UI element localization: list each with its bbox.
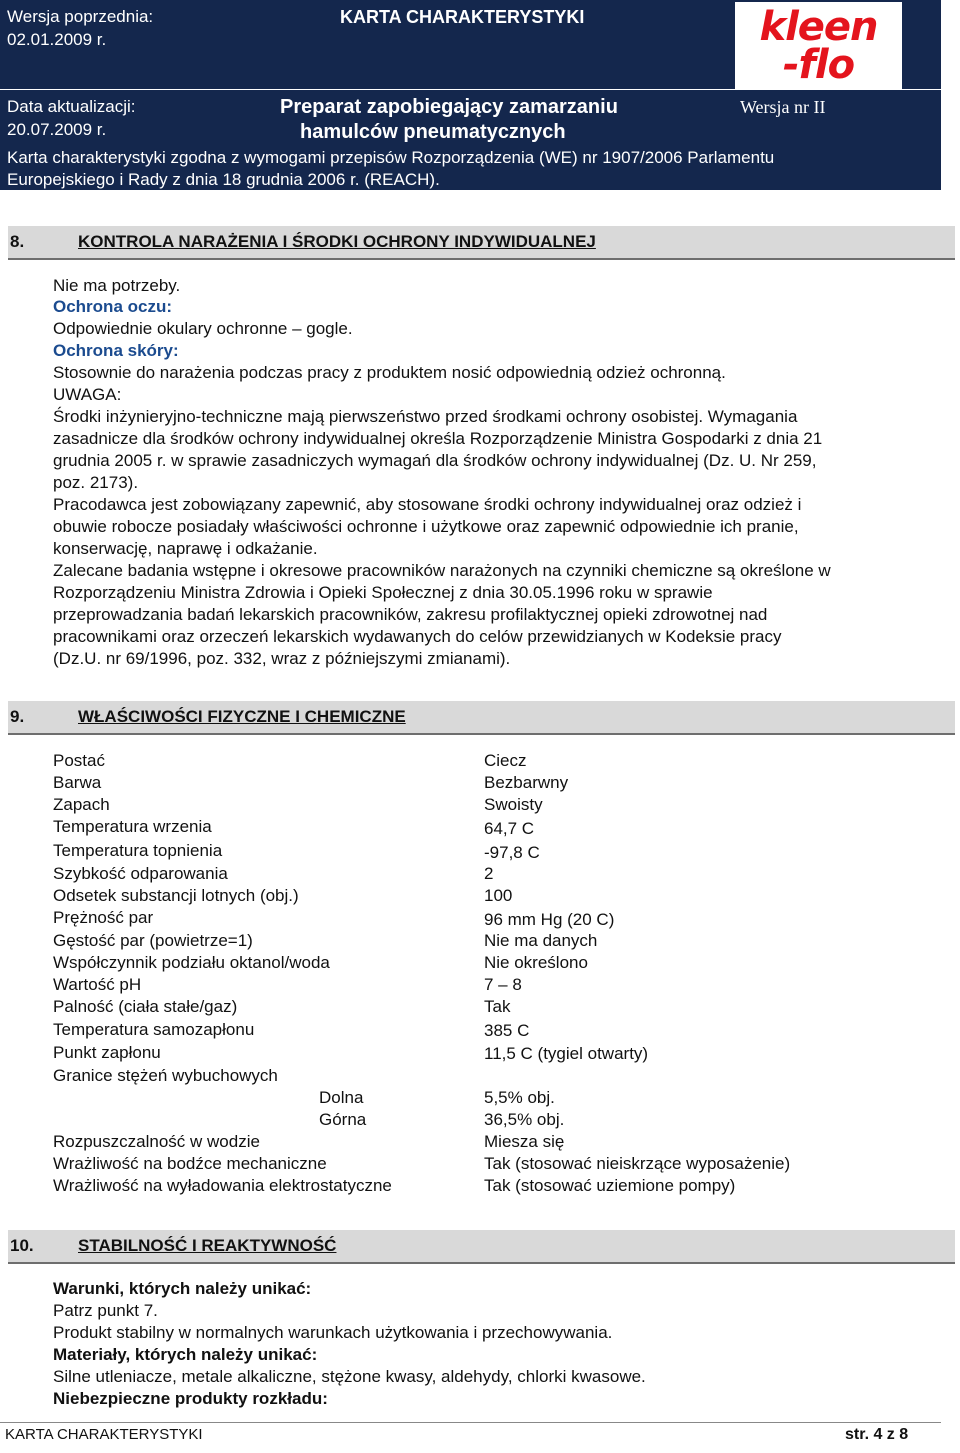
property-label: Punkt zapłonu <box>53 1043 161 1062</box>
property-value: Bezbarwny <box>484 773 569 792</box>
property-value: Ciecz <box>484 751 527 770</box>
property-label: Szybkość odparowania <box>53 864 228 883</box>
skin-protection-heading: Ochrona skóry: <box>53 341 179 360</box>
property-value: Tak <box>484 997 511 1016</box>
section-10-number: 10. <box>10 1236 34 1255</box>
property-value: 36,5% obj. <box>484 1110 565 1129</box>
s8-line: przeprowadzania badań lekarskich pracowników, zakresu profilaktycznej opieki zdrowotnej nad <box>53 605 768 624</box>
s10-line: Silne utleniacze, metale alkaliczne, stężone kwasy, aldehydy, chlorki kwasowe. <box>53 1367 646 1386</box>
section-9-number: 9. <box>10 707 25 726</box>
page-number: str. 4 z 8 <box>845 1426 909 1443</box>
document-header <box>0 0 941 190</box>
property-label: Wrażliwość na bodźce mechaniczne <box>53 1154 327 1173</box>
s8-line: Zalecane badania wstępne i okresowe pracowników narażonych na czynniki chemiczne są określone w <box>53 561 831 580</box>
property-value: 7 – 8 <box>484 975 522 994</box>
property-label: Dolna <box>319 1088 364 1107</box>
property-label: Postać <box>53 751 105 770</box>
s8-line: Środki inżynieryjno-techniczne mają pierwszeństwo przed środkami ochrony osobistej. Wymagania <box>53 407 798 426</box>
property-value: -97,8 C <box>484 843 540 862</box>
section-10-title: STABILNOŚĆ I REAKTYWNOŚĆ <box>78 1236 337 1255</box>
kleen-flo-logo <box>735 2 902 90</box>
property-label: Gęstość par (powietrze=1) <box>53 931 253 950</box>
property-label: Zapach <box>53 795 110 814</box>
footer-doc-title: KARTA CHARAKTERYSTYKI <box>5 1426 203 1443</box>
compliance-line2: Europejskiego i Rady z dnia 18 grudnia 2006 r. (REACH). <box>7 170 440 189</box>
property-value: 11,5 C (tygiel otwarty) <box>484 1044 649 1063</box>
product-name-line2: hamulców pneumatycznych <box>300 121 566 143</box>
section-10-header <box>8 1230 955 1264</box>
product-name-line1: Preparat zapobiegający zamarzaniu <box>280 96 618 118</box>
property-value: Nie ma danych <box>484 931 598 950</box>
property-value: 100 <box>484 886 513 905</box>
property-label: Rozpuszczalność w wodzie <box>53 1132 260 1151</box>
s10-line: Produkt stabilny w normalnych warunkach użytkowania i przechowywania. <box>53 1323 613 1342</box>
property-label: Wrażliwość na wyładowania elektrostatyczne <box>53 1176 392 1195</box>
doc-title: KARTA CHARAKTERYSTYKI <box>340 7 585 27</box>
property-label: Temperatura samozapłonu <box>53 1020 255 1039</box>
property-label: Granice stężeń wybuchowych <box>53 1066 278 1085</box>
property-label: Barwa <box>53 773 102 792</box>
property-value: Tak (stosować uziemione pompy) <box>484 1176 736 1195</box>
property-label: Współczynnik podziału oktanol/woda <box>53 953 330 972</box>
property-value: 64,7 C <box>484 819 535 838</box>
property-value: 96 mm Hg (20 C) <box>484 910 615 929</box>
section-8-title: KONTROLA NARAŻENIA I ŚRODKI OCHRONY INDYWIDUALNEJ <box>78 232 596 251</box>
s8-line: zasadnicze dla środków ochrony indywidualnej określa Rozporządzenie Ministra Gospodarki z dnia 21 <box>53 429 823 448</box>
logo-text-line1: kleen <box>759 4 878 50</box>
s8-line: poz. 2173). <box>53 473 139 492</box>
s8-line: obuwie robocze posiadały właściwości ochronne i użytkowe oraz zapewnić odpowiednie ich pranie, <box>53 517 799 536</box>
avoid-conditions-heading: Warunki, których należy unikać: <box>53 1279 312 1298</box>
section-8-number: 8. <box>10 232 25 251</box>
footer-divider <box>0 1422 941 1423</box>
s8-line: Pracodawca jest zobowiązany zapewnić, aby stosowane środki ochrony indywidualnej oraz odzież i <box>53 495 802 514</box>
property-label: Prężność par <box>53 908 154 927</box>
section-9-title: WŁAŚCIWOŚCI FIZYCZNE I CHEMICZNE <box>78 707 406 726</box>
s8-line: UWAGA: <box>53 385 122 404</box>
property-label: Wartość pH <box>53 975 142 994</box>
s8-line: Stosownie do narażenia podczas pracy z produktem nosić odpowiednią odzież ochronną. <box>53 363 726 382</box>
section-8-header <box>8 226 955 260</box>
logo-text-line2: -flo <box>782 42 855 88</box>
property-label: Palność (ciała stałe/gaz) <box>53 997 238 1016</box>
s8-line: konserwację, naprawę i odkażanie. <box>53 539 318 558</box>
property-value: Miesza się <box>484 1132 565 1151</box>
property-value: Tak (stosować nieiskrzące wyposażenie) <box>484 1154 791 1173</box>
section-9-header <box>8 701 955 735</box>
eye-protection-heading: Ochrona oczu: <box>53 297 173 316</box>
version-label: Wersja nr II <box>740 97 826 117</box>
property-value: Swoisty <box>484 795 543 814</box>
s8-line: pracownikami oraz orzeczeń lekarskich wydawanych do celów przewidzianych w Kodeksie pracy <box>53 627 782 646</box>
s10-line: Patrz punkt 7. <box>53 1301 158 1320</box>
property-value: 2 <box>484 864 494 883</box>
materials-heading: Materiały, których należy unikać: <box>53 1345 318 1364</box>
update-date: 20.07.2009 r. <box>7 120 107 139</box>
prev-version-date: 02.01.2009 r. <box>7 30 107 49</box>
s8-line: grudnia 2005 r. w sprawie zasadniczych wymagań dla środków ochrony indywidualnej (Dz. U. Nr 259, <box>53 451 817 470</box>
prev-version-label: Wersja poprzednia: <box>7 7 154 26</box>
property-label: Temperatura wrzenia <box>53 817 212 836</box>
s8-line: Rozporządzeniu Ministra Zdrowia i Opieki Społecznej z dnia 30.05.1996 roku w sprawie <box>53 583 713 602</box>
decomposition-heading: Niebezpieczne produkty rozkładu: <box>53 1389 328 1408</box>
property-label: Górna <box>319 1110 367 1129</box>
s8-line: (Dz.U. nr 69/1996, poz. 332, wraz z późniejszymi zmianami). <box>53 649 511 668</box>
property-label: Odsetek substancji lotnych (obj.) <box>53 886 299 905</box>
property-label: Temperatura topnienia <box>53 841 223 860</box>
property-value: 5,5% obj. <box>484 1088 555 1107</box>
s8-line: Odpowiednie okulary ochronne – gogle. <box>53 319 353 338</box>
compliance-line1: Karta charakterystyki zgodna z wymogami przepisów Rozporządzenia (WE) nr 1907/2006 Parlamentu <box>7 148 775 167</box>
s8-line: Nie ma potrzeby. <box>53 276 181 295</box>
update-label: Data aktualizacji: <box>7 97 136 116</box>
property-value: 385 C <box>484 1021 530 1040</box>
property-value: Nie określono <box>484 953 588 972</box>
